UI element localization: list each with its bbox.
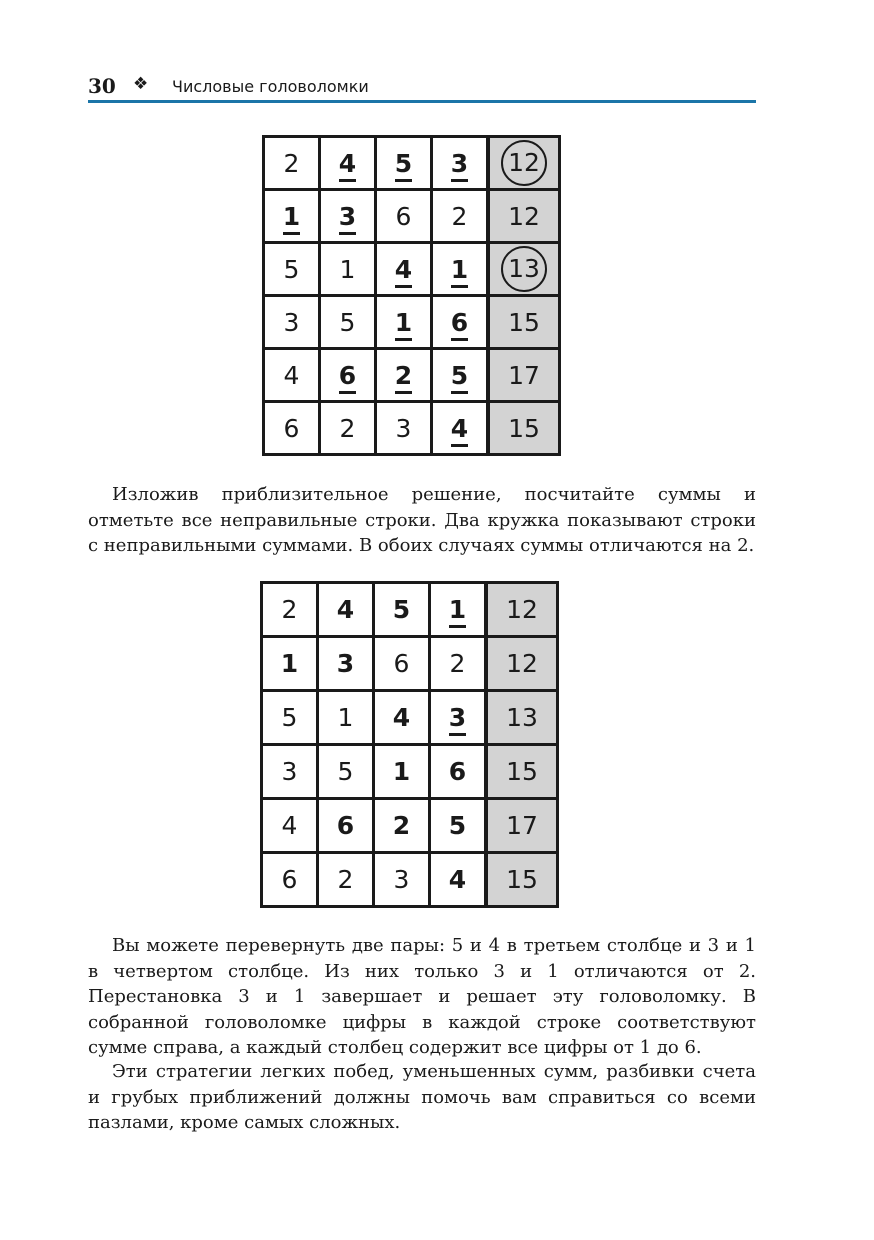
cell-digit: 5	[395, 149, 412, 182]
grid-row	[264, 137, 560, 190]
cell-digit: 3	[281, 757, 298, 786]
row-sum-cell	[486, 691, 558, 745]
cell-digit: 3	[336, 649, 355, 678]
cell-digit: 2	[449, 649, 466, 678]
row-sum-cell	[486, 745, 558, 799]
cell-digit: 5	[339, 307, 356, 337]
cell-digit: 6	[451, 308, 468, 341]
row-sum-cell	[488, 349, 560, 402]
row-sum-cell	[486, 583, 558, 637]
grid-row	[264, 349, 560, 402]
grid-cell	[320, 296, 376, 349]
grid-cell	[262, 745, 318, 799]
grid-cell	[376, 296, 432, 349]
cell-digit: 2	[337, 865, 354, 894]
grid-cell	[318, 583, 374, 637]
row-sum-cell-circled	[488, 243, 560, 296]
cell-digit: 4	[283, 360, 300, 390]
cell-digit: 3	[451, 149, 468, 182]
row-sum-value: 17	[508, 360, 540, 390]
cell-digit: 2	[339, 413, 356, 443]
cell-digit: 6	[393, 649, 410, 678]
grid-cell	[374, 637, 430, 691]
grid-cell	[430, 799, 487, 853]
cell-digit: 6	[336, 811, 355, 840]
grid-cell	[430, 853, 487, 907]
row-sum-value: 12	[506, 595, 538, 624]
grid-cell	[318, 745, 374, 799]
cell-digit: 4	[395, 255, 412, 288]
row-sum-value: 15	[508, 413, 540, 443]
cell-digit: 3	[283, 307, 300, 337]
row-sum-value: 12	[508, 201, 540, 231]
cell-digit: 2	[392, 811, 411, 840]
cell-digit: 1	[451, 255, 468, 288]
cell-digit: 6	[448, 757, 467, 786]
grid-cell	[264, 190, 320, 243]
grid-cell	[432, 296, 489, 349]
grid-cell	[262, 583, 318, 637]
grid-row	[262, 583, 558, 637]
cell-digit: 1	[283, 202, 300, 235]
grid-cell	[374, 799, 430, 853]
row-sum-cell	[488, 402, 560, 455]
cell-digit: 5	[283, 254, 300, 284]
grid-cell	[320, 243, 376, 296]
grid-row	[264, 296, 560, 349]
grid-cell	[264, 137, 320, 190]
row-sum-value: 12	[501, 140, 547, 186]
grid-cell	[376, 402, 432, 455]
diamond-separator-icon: ❖	[133, 74, 149, 94]
grid-cell	[318, 853, 374, 907]
grid-cell	[374, 745, 430, 799]
grid-cell	[432, 402, 489, 455]
header-rule	[88, 100, 756, 103]
cell-digit: 3	[449, 703, 466, 736]
cell-digit: 4	[281, 811, 298, 840]
grid-cell	[262, 691, 318, 745]
cell-digit: 1	[449, 595, 466, 628]
grid-row	[262, 799, 558, 853]
cell-digit: 6	[281, 865, 298, 894]
row-sum-value: 13	[506, 703, 538, 732]
grid-cell	[264, 402, 320, 455]
cell-digit: 3	[395, 413, 412, 443]
paragraph-strategies: Эти стратегии легких побед, уменьшенных сумм, разбивки счета и грубых приближений должны помочь вам справиться со всеми пазлами, кроме самых сложных.	[88, 1061, 756, 1133]
grid-cell	[320, 190, 376, 243]
grid-cell	[320, 402, 376, 455]
row-sum-value: 13	[501, 246, 547, 292]
cell-digit: 2	[395, 361, 412, 394]
grid-cell	[430, 745, 487, 799]
cell-digit: 5	[392, 595, 411, 624]
cell-digit: 2	[283, 148, 300, 178]
puzzle-grid-solved	[260, 581, 559, 908]
cell-digit: 2	[451, 201, 468, 231]
paragraph-check-sums: Изложив приблизительное решение, посчитайте суммы и отметьте все неправильные строки. Два кружка показывают строки с неправильными суммами. В обоих случаях суммы отличаются на 2.	[88, 484, 756, 556]
grid-row	[262, 853, 558, 907]
page-number: 30	[88, 74, 116, 98]
grid-cell	[432, 190, 489, 243]
grid-cell	[432, 349, 489, 402]
row-sum-value: 15	[506, 757, 538, 786]
grid-cell	[430, 637, 487, 691]
cell-digit: 1	[392, 757, 411, 786]
row-sum-value: 15	[508, 307, 540, 337]
cell-digit: 4	[451, 414, 468, 447]
cell-digit: 2	[281, 595, 298, 624]
cell-digit: 1	[339, 254, 356, 284]
row-sum-value: 17	[506, 811, 538, 840]
grid-cell	[264, 243, 320, 296]
grid-cell	[376, 137, 432, 190]
row-sum-value: 15	[506, 865, 538, 894]
cell-digit: 4	[448, 865, 467, 894]
row-sum-cell	[488, 190, 560, 243]
chapter-title: Числовые головоломки	[172, 77, 369, 96]
row-sum-cell	[486, 853, 558, 907]
cell-digit: 1	[337, 703, 354, 732]
page-header	[88, 72, 756, 104]
row-sum-value: 12	[506, 649, 538, 678]
cell-digit: 5	[337, 757, 354, 786]
cell-digit: 3	[339, 202, 356, 235]
cell-digit: 5	[448, 811, 467, 840]
grid-cell	[432, 243, 489, 296]
grid-cell	[376, 349, 432, 402]
grid-cell	[376, 190, 432, 243]
grid-cell	[376, 243, 432, 296]
cell-digit: 4	[336, 595, 355, 624]
row-sum-cell	[488, 296, 560, 349]
grid-row	[264, 190, 560, 243]
cell-digit: 5	[451, 361, 468, 394]
grid-cell	[318, 799, 374, 853]
cell-digit: 4	[392, 703, 411, 732]
cell-digit: 5	[281, 703, 298, 732]
grid-cell	[430, 691, 487, 745]
paragraph-swap-pairs: Вы можете перевернуть две пары: 5 и 4 в третьем столбце и 3 и 1 в четвертом столбце. Из них только 3 и 1 отличаются от 2. Перестановка 3 и 1 завершает и решает эту головоломку. В собранной головоломке цифры в каждой строке соответствуют сумме справа, а каждый столбец содержит все цифры от 1 до 6.	[88, 935, 756, 1058]
grid-cell	[262, 799, 318, 853]
grid-row	[262, 637, 558, 691]
grid-row	[262, 691, 558, 745]
row-sum-cell	[486, 799, 558, 853]
grid-cell	[320, 137, 376, 190]
grid-cell	[430, 583, 487, 637]
grid-cell	[432, 137, 489, 190]
cell-digit: 6	[339, 361, 356, 394]
grid-cell	[374, 853, 430, 907]
cell-digit: 6	[395, 201, 412, 231]
grid-row	[262, 745, 558, 799]
row-sum-cell	[486, 637, 558, 691]
grid-cell	[318, 691, 374, 745]
row-sum-cell-circled	[488, 137, 560, 190]
cell-digit: 1	[280, 649, 299, 678]
grid-cell	[374, 691, 430, 745]
grid-row	[264, 243, 560, 296]
grid-cell	[264, 296, 320, 349]
cell-digit: 4	[339, 149, 356, 182]
grid-cell	[262, 637, 318, 691]
cell-digit: 1	[395, 308, 412, 341]
puzzle-grid-initial	[262, 135, 561, 456]
grid-cell	[318, 637, 374, 691]
grid-cell	[320, 349, 376, 402]
grid-cell	[374, 583, 430, 637]
cell-digit: 3	[393, 865, 410, 894]
grid-cell	[264, 349, 320, 402]
grid-cell	[262, 853, 318, 907]
grid-row	[264, 402, 560, 455]
cell-digit: 6	[283, 413, 300, 443]
